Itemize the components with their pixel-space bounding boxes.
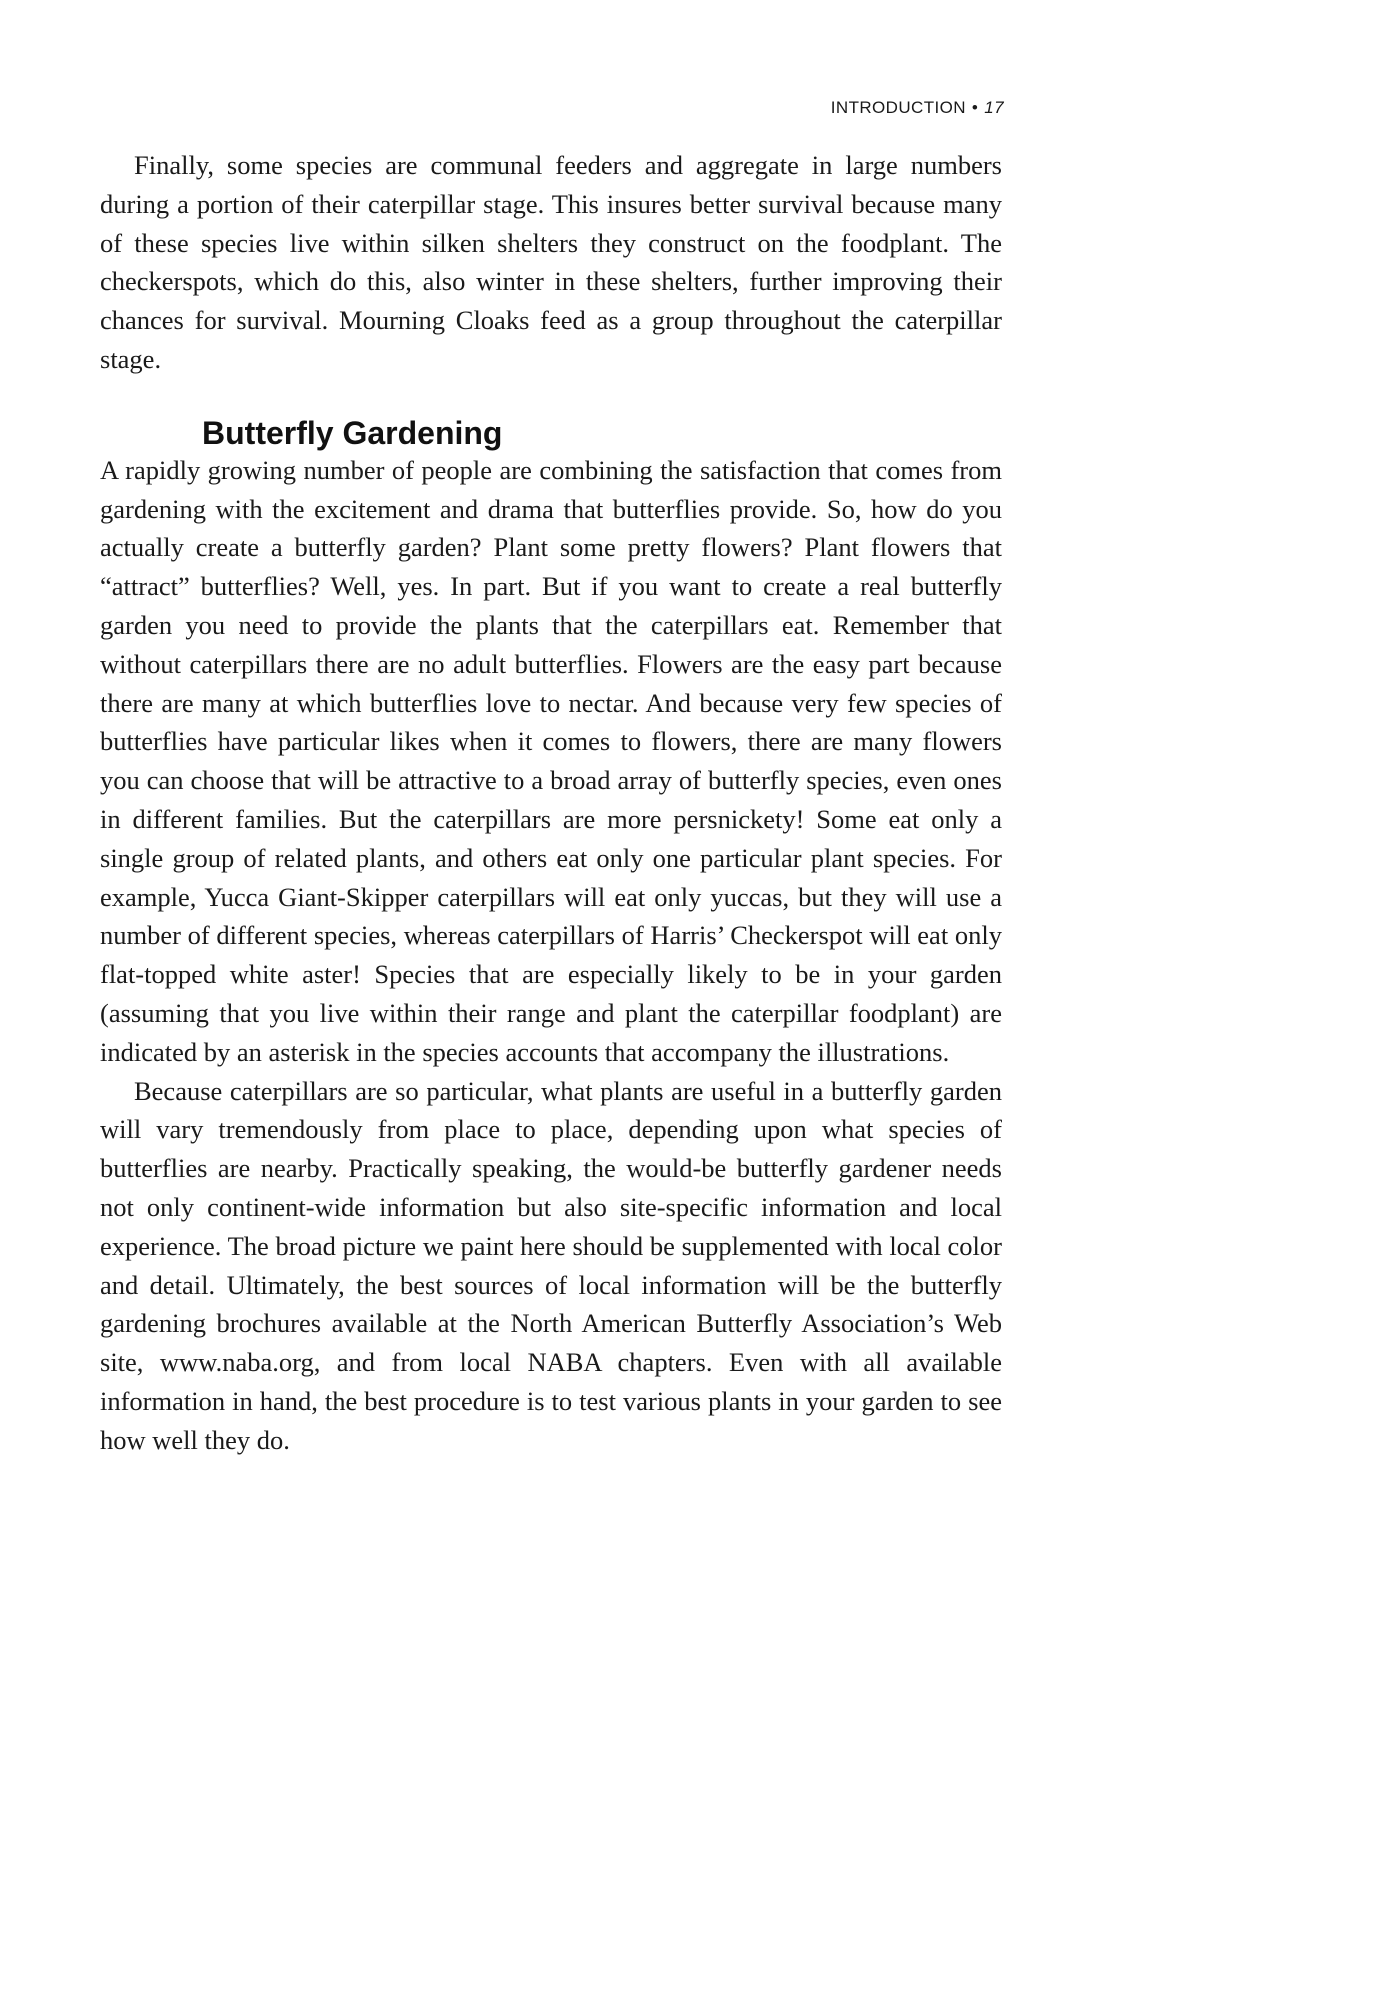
section-heading: Butterfly Gardening: [202, 414, 503, 451]
running-head: [831, 98, 1004, 118]
separator-bullet: •: [971, 98, 979, 117]
intro-paragraph: Finally, some species are communal feeders and aggregate in large numbers during a portion of their caterpillar stage. This insures better survival because many of these species live within silken shelters they construct on the foodplant. The checkerspots, which do this, also winter in these shelters, further improving their chances for survival. Mourning Cloaks feed as a group throughout the caterpillar stage.: [100, 150, 1002, 374]
page-number: 17: [984, 98, 1004, 117]
page-body: [100, 146, 1002, 1460]
section-title: INTRODUCTION: [830, 98, 966, 117]
gardening-paragraph-1: A rapidly growing number of people are combining the satisfaction that comes from gardening with the excitement and drama that butterflies provide. So, how do you actually create a butterfly garden? Plant some pretty flowers? Plant flowers that “attract” butterflies? Well, yes. In part. But if you want to create a real butterfly garden you need to provide the plants that the caterpillars eat. Remember that without caterpillars there are no adult butterflies. Flowers are the easy part because there are many at which butterflies love to nectar. And because very few species of butterflies have particular likes when it comes to flowers, there are many flowers you can choose that will be attractive to a broad array of butterfly species, even ones in different families. But the caterpillars are more persnickety! Some eat only a single group of related plants, and others eat only one particular plant species. For example, Yucca Giant-Skipper caterpillars will eat only yuccas, but they will use a number of different species, whereas caterpillars of Harris’ Checkerspot will eat only flat-topped white aster! Species that are especially likely to be in your garden (assuming that you live within their range and plant the caterpillar foodplant) are indicated by an asterisk in the species accounts that accompany the illustrations.: [100, 454, 1002, 1067]
gardening-paragraph-2: Because caterpillars are so particular, what plants are useful in a butterfly garden will vary tremendously from place to place, depending upon what species of butterflies are nearby. Practically speaking, the would-be butterfly gardener needs not only continent-wide information but also site-specific information and local experience. The broad picture we paint here should be supplemented with local color and detail. Ultimately, the best sources of local information will be the butterfly gardening brochures available at the North American Butterfly Association’s Web site, www.naba.org, and from local NABA chapters. Even with all available information in hand, the best procedure is to test various plants in your garden to see how well they do.: [100, 1075, 1002, 1455]
